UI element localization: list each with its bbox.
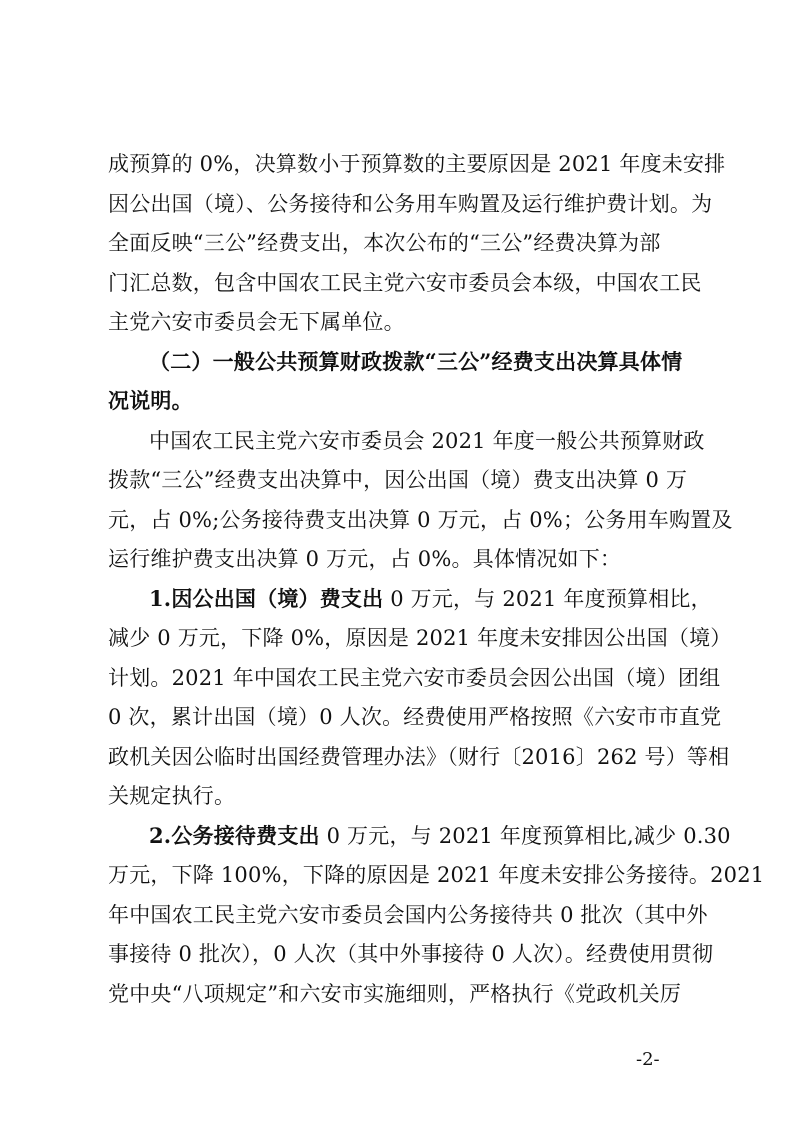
item2-line: 年中国农工民主党六安市委员会国内公务接待共 0 批次（其中外 (108, 903, 708, 927)
item1-line: 政机关因公临时出国经费管理办法》（财行〔2016〕262 号）等相 (108, 745, 730, 769)
item2-line: 事接待 0 批次），0 人次（其中外事接待 0 人次）。经费使用贯彻 (108, 942, 714, 966)
body-line: 全面反映“三公”经费支出，本次公布的“三公”经费决算为部 (108, 231, 661, 255)
body-line: 因公出国（境）、公务接待和公务用车购置及运行维护费计划。为 (108, 192, 713, 216)
item2-line: 万元，下降 100%，下降的原因是 2021 年度未安排公务接待。2021 (108, 863, 765, 887)
page-number: -2- (636, 1049, 660, 1070)
section-heading-continued: 况说明。 (108, 388, 193, 413)
summary-line: 元，占 0%;公务接待费支出决算 0 万元，占 0%；公务用车购置及 (108, 508, 733, 532)
section-heading: （二）一般公共预算财政拨款“三公”经费支出决算具体情 (149, 349, 683, 374)
body-line: 成预算的 0%，决算数小于预算数的主要原因是 2021 年度未安排 (108, 152, 726, 176)
item1-line: 减少 0 万元，下降 0%，原因是 2021 年度未安排因公出国（境） (108, 626, 732, 650)
item1-title: 1.因公出国（境）费支出 (149, 586, 384, 611)
item2-line: 党中央“八项规定”和六安市实施细则，严格执行《党政机关厉 (108, 982, 682, 1006)
summary-line: 中国农工民主党六安市委员会 2021 年度一般公共预算财政 (149, 429, 705, 453)
item1-text: 0 万元，与 2021 年度预算相比， (383, 587, 712, 611)
item2-first-line (149, 822, 731, 850)
item1-line: 0 次，累计出国（境）0 人次。经费使用严格按照《六安市市直党 (108, 705, 722, 729)
body-line: 门汇总数，包含中国农工民主党六安市委员会本级，中国农工民 (108, 271, 702, 295)
item1-first-line (149, 585, 712, 613)
item1-line: 关规定执行。 (108, 784, 236, 808)
summary-line: 拨款“三公”经费支出决算中，因公出国（境）费支出决算 0 万 (108, 468, 688, 492)
body-line: 主党六安市委员会无下属单位。 (108, 310, 405, 334)
summary-line: 运行维护费支出决算 0 万元，占 0%。具体情况如下： (108, 547, 622, 571)
item2-title: 2.公务接待费支出 (149, 823, 320, 848)
item2-text: 0 万元，与 2021 年度预算相比,减少 0.30 (319, 824, 731, 848)
item1-line: 计划。2021 年中国农工民主党六安市委员会因公出国（境）团组 (108, 666, 721, 690)
